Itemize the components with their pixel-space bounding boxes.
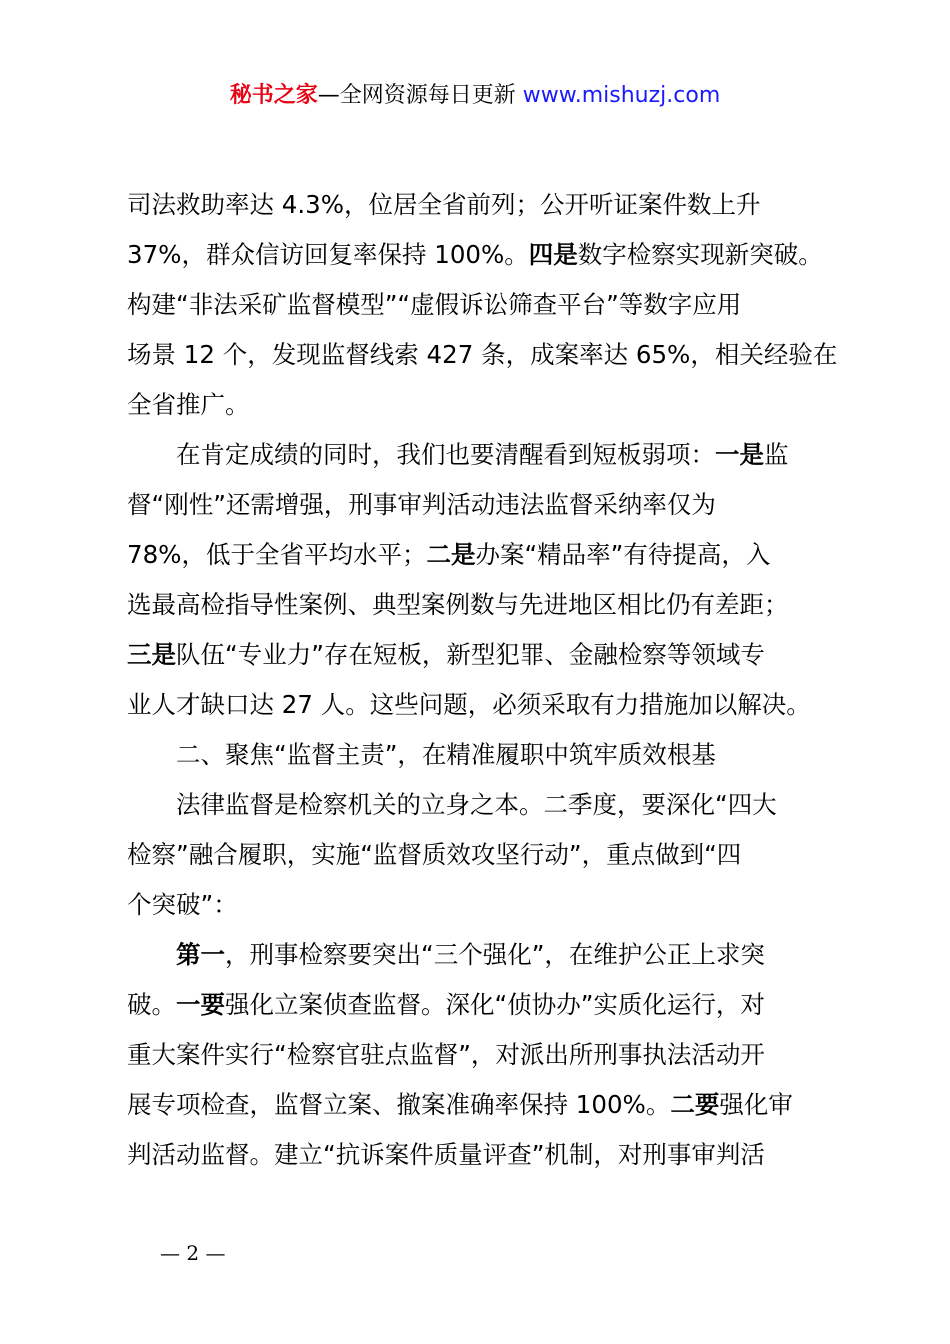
bold-ordinal: 四是 — [528, 240, 578, 269]
body-text: 37%，群众信访回复率保持 100%。 — [127, 240, 529, 269]
body-line — [127, 587, 847, 623]
body-text: 业人才缺口达 27 人。这些问题，必须采取有力措施加以解决。 — [127, 690, 811, 719]
body-line — [127, 337, 847, 373]
body-line — [127, 937, 847, 973]
body-text: 二、聚焦“监督主责”，在精准履职中筑牢质效根基 — [127, 740, 716, 769]
body-line — [127, 1087, 847, 1123]
body-text: 78%，低于全省平均水平； — [127, 540, 427, 569]
body-text: 办案“精品率”有待提高，入 — [475, 540, 771, 569]
brand-name: 秘书之家 — [229, 83, 318, 108]
body-text: 司法救助率达 4.3%，位居全省前列；公开听证案件数上升 — [127, 190, 761, 219]
body-text: 队伍“专业力”存在短板，新型犯罪、金融检察等领域专 — [176, 640, 765, 669]
bold-ordinal: 第一 — [176, 940, 225, 969]
body-text: ，刑事检察要突出“三个强化”，在维护公正上求突 — [225, 940, 765, 969]
body-text — [127, 940, 176, 969]
body-line — [127, 787, 847, 823]
body-line — [127, 437, 847, 473]
body-line — [127, 887, 847, 923]
body-text: 督“刚性”还需增强，刑事审判活动违法监督采纳率仅为 — [127, 490, 716, 519]
bold-ordinal: 二是 — [426, 540, 476, 569]
body-line — [127, 687, 847, 723]
body-line — [127, 1137, 847, 1173]
body-text: 场景 12 个，发现监督线索 427 条，成案率达 65%，相关经验在 — [127, 340, 838, 369]
site-header — [0, 80, 950, 112]
body-text: 重大案件实行“检察官驻点监督”，对派出所刑事执法活动开 — [127, 1040, 765, 1069]
body-text: 在肯定成绩的同时，我们也要清醒看到短板弱项： — [127, 440, 715, 469]
body-text: 展专项检查，监督立案、撤案准确率保持 100%。 — [127, 1090, 671, 1119]
page-number: — 2 — — [160, 1241, 226, 1265]
body-text: 法律监督是检察机关的立身之本。二季度，要深化“四大 — [127, 790, 777, 819]
body-text: 检察”融合履职，实施“监督质效攻坚行动”，重点做到“四 — [127, 840, 742, 869]
body-line — [127, 637, 847, 673]
header-slogan: —全网资源每日更新 — [317, 83, 523, 108]
body-line — [127, 487, 847, 523]
body-text: 个突破”： — [127, 890, 238, 919]
body-text: 强化审 — [719, 1090, 793, 1119]
body-line — [127, 987, 847, 1023]
body-line — [127, 187, 847, 223]
bold-ordinal: 一要 — [176, 990, 225, 1019]
body-text: 数字检察实现新突破。 — [577, 240, 823, 269]
body-line — [127, 737, 847, 773]
body-line — [127, 287, 847, 323]
site-url-link[interactable]: www.mishuzj.com — [522, 83, 721, 108]
body-text: 破。 — [127, 990, 176, 1019]
body-line — [127, 837, 847, 873]
body-line — [127, 387, 847, 423]
body-text: 强化立案侦查监督。深化“侦协办”实质化运行，对 — [225, 990, 765, 1019]
body-line — [127, 237, 847, 273]
body-text: 构建“非法采矿监督模型”“虚假诉讼筛查平台”等数字应用 — [127, 290, 742, 319]
bold-ordinal: 二要 — [670, 1090, 720, 1119]
body-text: 选最高检指导性案例、典型案例数与先进地区相比仍有差距； — [127, 590, 789, 619]
bold-ordinal: 三是 — [127, 640, 176, 669]
body-line — [127, 1037, 847, 1073]
body-text: 全省推广。 — [127, 390, 250, 419]
body-text: 判活动监督。建立“抗诉案件质量评查”机制，对刑事审判活 — [127, 1140, 765, 1169]
bold-ordinal: 一是 — [715, 440, 764, 469]
body-text: 监 — [764, 440, 789, 469]
body-line — [127, 537, 847, 573]
